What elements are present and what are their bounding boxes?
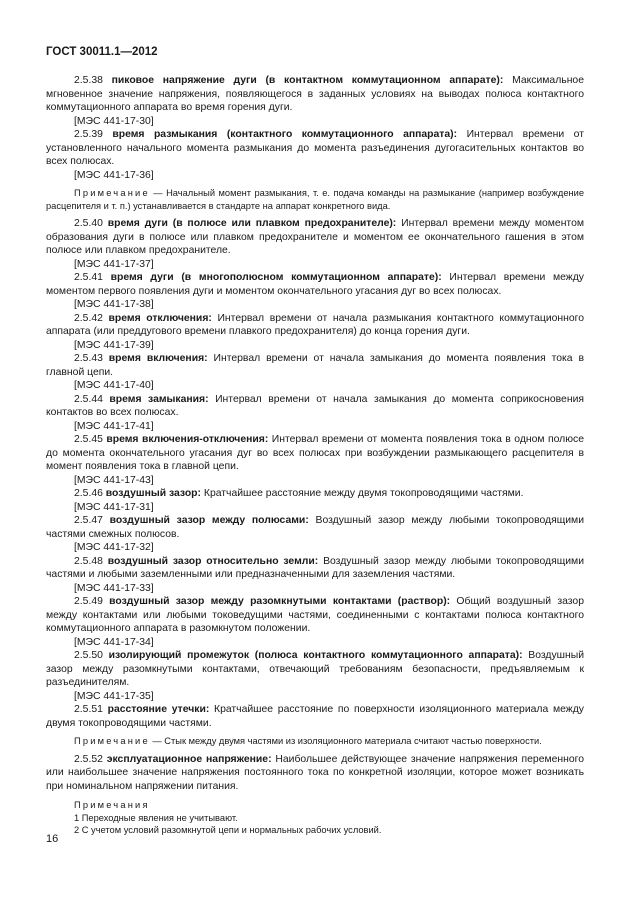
term-name: изолирующий промежуток (полюса контактного коммутационного аппарата): — [108, 650, 523, 661]
note-paragraph — [46, 735, 584, 748]
term-definition: Интервал времени от начала размыкания контактного коммутационного аппарата (или преддугового времени плавкого предохранителя) до конца горения дуги. — [46, 312, 585, 337]
term-reference: [МЭС 441-17-35] — [74, 690, 154, 702]
term-reference: [МЭС 441-17-31] — [74, 501, 154, 513]
term-reference: [МЭС 441-17-34] — [74, 636, 154, 648]
term-definition: Кратчайшее расстояние между двумя токопроводящими частями. — [203, 488, 524, 499]
term-paragraph — [46, 555, 584, 582]
term-reference: [МЭС 441-17-33] — [74, 582, 154, 594]
term-reference: [МЭС 441-17-39] — [74, 339, 154, 351]
term-definition: Воздушный зазор между любыми токопроводящими частями смежных полюсов. — [46, 515, 585, 540]
term-paragraph — [46, 649, 584, 690]
term-reference: [МЭС 441-17-38] — [74, 299, 154, 310]
term-reference: [МЭС 441-17-43] — [74, 474, 154, 486]
term-reference: [МЭС 441-17-30] — [74, 115, 154, 127]
term-paragraph — [46, 74, 584, 115]
term-paragraph — [46, 753, 584, 794]
term-name: время отключения: — [108, 312, 212, 324]
term-name: время дуги (в полюсе или плавком предохранителе): — [107, 218, 397, 229]
page-number: 16 — [46, 833, 59, 845]
term-name: воздушный зазор между полюсами: — [109, 515, 309, 526]
term-paragraph — [46, 433, 584, 474]
term-name: воздушный зазор между разомкнутыми контактами (раствор): — [109, 596, 451, 607]
term-definition: Интервал времени от начала замыкания до момента соприкосновения контактов во всех полюсах. — [46, 393, 585, 418]
term-definition: Интервал времени от начала замыкания до момента появления тока в главной цепи. — [46, 353, 584, 378]
term-paragraph — [46, 487, 584, 501]
term-number: 2.5.42 — [74, 312, 103, 324]
term-number: 2.5.52 — [74, 753, 103, 765]
term-reference: [МЭС 441-17-32] — [74, 542, 154, 553]
term-name: время включения: — [108, 353, 208, 364]
term-definition: Наибольшее действующее значение напряжения переменного или наибольшее значение напряжения постоянного тока по конкретной изоляции, которое может возникать при номинальном напряжении питания. — [46, 753, 584, 792]
note-label: Примечание — [74, 736, 150, 746]
term-number: 2.5.39 — [74, 129, 103, 140]
term-reference: [МЭС 441-17-40] — [74, 380, 154, 391]
term-name: эксплуатационное напряжение: — [106, 753, 272, 765]
term-number: 2.5.40 — [74, 218, 103, 229]
term-definition: Интервал времени от момента появления тока в одном полюсе до момента окончательного угасания дуг во всех полюсах при возбуждении размыкающего расцепителя в момент появления тока в главной цепи. — [46, 434, 585, 472]
term-definition: Максимальное мгновенное значение напряжения, появляющегося в заданных условиях на выводах полюса контактного коммутационного аппарата во время горения дуги. — [46, 75, 584, 113]
term-number: 2.5.46 — [74, 488, 103, 499]
term-reference: [МЭС 441-17-37] — [74, 258, 154, 270]
term-number: 2.5.51 — [74, 704, 103, 715]
document-body — [46, 74, 584, 837]
term-name: пиковое напряжение дуги (в контактном коммутационном аппарате): — [111, 75, 504, 86]
term-number: 2.5.49 — [74, 596, 103, 607]
term-number: 2.5.44 — [74, 393, 103, 405]
term-name: расстояние утечки: — [107, 704, 210, 715]
term-definition: Общий воздушный зазор между контактами или любыми токоведущими частями, соединенными с контактами полюса контактного коммутационного аппарата в разомкнутом положении. — [46, 596, 584, 634]
term-reference: [МЭС 441-17-36] — [74, 169, 154, 181]
term-paragraph — [46, 595, 584, 636]
term-number: 2.5.41 — [74, 272, 103, 283]
term-paragraph — [46, 271, 584, 298]
notes-title: Примечания — [74, 800, 150, 810]
term-definition: Воздушный зазор между любыми токопроводящими частями и любыми заземленными или предназначенными для заземления частями. — [46, 555, 584, 580]
term-name: время дуги (в многополюсном коммутационном аппарате): — [110, 272, 442, 283]
term-definition: Интервал времени от установленного начального момента размыкания до момента разъединения дугогасительных контактов во всех полюсах. — [46, 129, 584, 167]
term-definition: Интервал времени между моментом первого появления дуги и моментом окончательного угасания дуг во всех полюсах. — [46, 272, 585, 297]
term-paragraph — [46, 393, 584, 420]
term-number: 2.5.45 — [74, 434, 103, 445]
note-text: — Начальный момент размыкания, т. е. подача команды на размыкание (например возбуждение расцепителя и т. п.) устанавливается в стандарте на аппарат конкретного вида. — [46, 188, 584, 211]
term-reference: [МЭС 441-17-41] — [74, 420, 154, 432]
term-definition: Воздушный зазор между разомкнутыми контактами, отвечающий требованиям безопасности, предъявляемым к разъединителям. — [46, 650, 585, 688]
term-name: время размыкания (контактного коммутационного аппарата): — [112, 129, 458, 140]
term-definition: Интервал времени между моментом образования дуги в полюсе или плавком предохранителе и моментом ее окончательного гашения в этом полюсе или плавком предохранителе. — [46, 218, 584, 256]
term-name: время замыкания: — [109, 393, 209, 405]
term-paragraph — [46, 352, 584, 379]
term-name: воздушный зазор: — [105, 488, 201, 499]
term-definition: Кратчайшее расстояние по поверхности изоляционного материала между двумя токопроводящими частями. — [46, 704, 584, 729]
term-paragraph — [46, 703, 584, 730]
term-number: 2.5.48 — [74, 555, 103, 567]
term-paragraph — [46, 217, 584, 258]
term-number: 2.5.43 — [74, 353, 103, 364]
page-header: ГОСТ 30011.1—2012 — [46, 46, 158, 58]
term-paragraph — [46, 514, 584, 541]
term-paragraph — [46, 312, 584, 339]
term-name: воздушный зазор относительно земли: — [107, 555, 319, 567]
notes-item: 2 С учетом условий разомкнутой цепи и нормальных рабочих условий. — [74, 825, 382, 835]
note-paragraph — [46, 187, 584, 212]
notes-item: 1 Переходные явления не учитывают. — [74, 812, 238, 823]
term-number: 2.5.47 — [74, 515, 103, 526]
note-text: — Стык между двумя частями из изоляционного материала считают частью поверхности. — [152, 736, 542, 746]
term-paragraph — [46, 128, 584, 169]
term-number: 2.5.50 — [74, 650, 103, 661]
note-label: Примечание — [74, 188, 150, 198]
term-name: время включения-отключения: — [106, 434, 269, 445]
term-number: 2.5.38 — [74, 75, 103, 86]
